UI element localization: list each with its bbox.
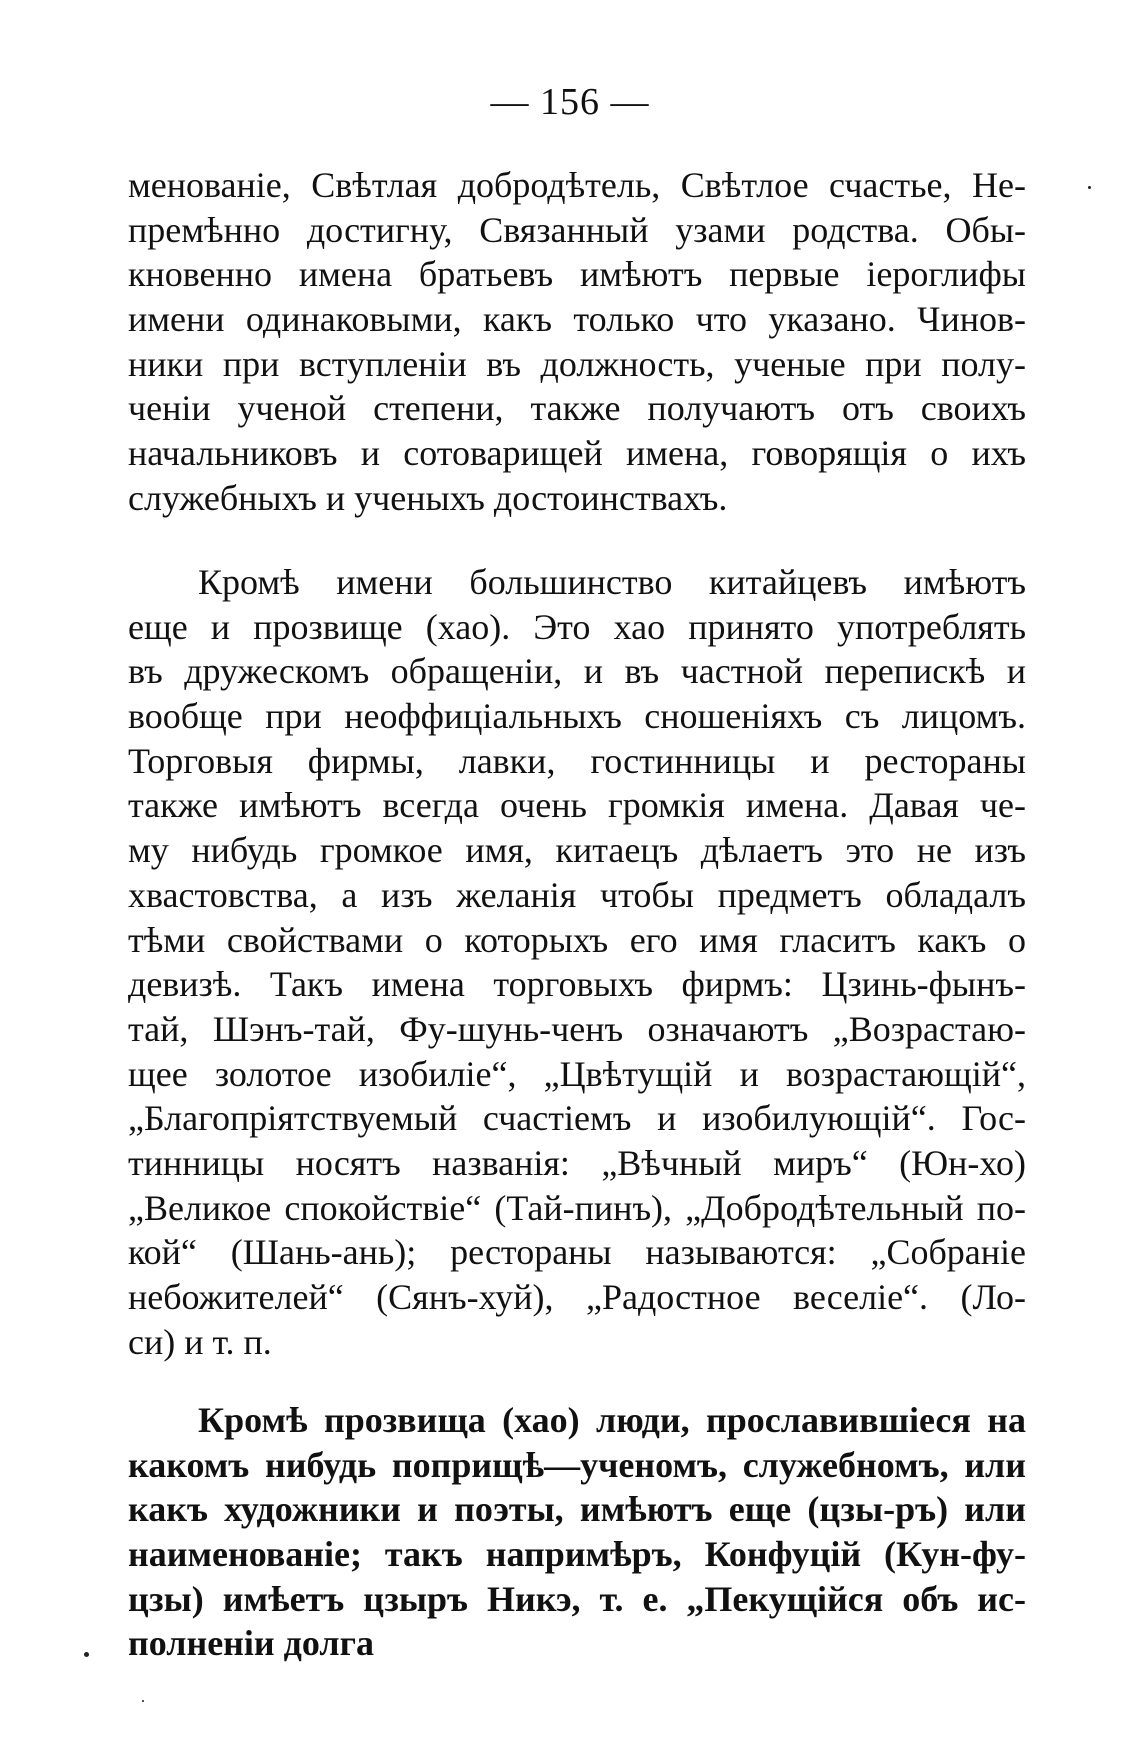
text-line: наименованіе; такъ напримѣръ, Конфуцій (Кун-фу- — [128, 1534, 1026, 1575]
print-speck — [84, 1652, 89, 1657]
text-line: еще и прозвище (хао). Это хао принято употреблять — [128, 606, 1026, 647]
text-line: девизѣ. Такъ имена торговыхъ фирмъ: Цзинь-фынъ- — [128, 964, 1026, 1005]
text-line: кновенно имена братьевъ имѣютъ первые іероглифы — [128, 254, 1026, 295]
text-line: имени одинаковыми, какъ только что указано. Чинов- — [128, 299, 1026, 340]
text-line: Торговыя фирмы, лавки, гостинницы и рестораны — [128, 740, 1026, 781]
text-line: Кромѣ прозвища (хао) люди, прославившіеся на — [198, 1400, 1026, 1440]
text-line: цзы) имѣетъ цзыръ Никэ, т. е. „Пекущійся объ ис- — [128, 1578, 1026, 1619]
text-line: тай, Шэнъ-тай, Фу-шунь-ченъ означаютъ „Возрастаю- — [128, 1008, 1026, 1049]
paragraph-2 — [128, 560, 1026, 1364]
text-line: небожителей“ (Сянъ-хуй), „Радостное веселіе“. (Ло- — [128, 1277, 1026, 1317]
text-line: тѣми свойствами о которыхъ его имя гласитъ какъ о — [128, 919, 1026, 960]
text-line: менованіе, Свѣтлая добродѣтель, Свѣтлое счастье, Не- — [128, 165, 1026, 205]
print-speck — [1088, 186, 1091, 189]
page-number: — 156 — — [490, 81, 650, 123]
text-line: въ дружескомъ обращеніи, и въ частной перепискѣ и — [128, 651, 1026, 692]
text-line: служебныхъ и ученыхъ достоинствахъ. — [128, 477, 728, 518]
text-line: му нибудь громкое имя, китаецъ дѣлаетъ это не изъ — [128, 830, 1026, 871]
text-line: начальниковъ и сотоварищей имена, говорящія о ихъ — [128, 433, 1026, 474]
text-line: ники при вступленіи въ должность, ученые при полу- — [128, 343, 1026, 384]
text-line: хвастовства, а изъ желанія чтобы предметъ обладалъ — [128, 874, 1026, 915]
text-line: Кромѣ имени большинство китайцевъ имѣютъ — [198, 562, 1026, 602]
text-line: „Благопріятствуемый счастіемъ и изобилующій“. Гос- — [128, 1098, 1026, 1139]
text-line: ченіи ученой степени, также получаютъ отъ своихъ — [128, 388, 1026, 429]
text-line: какъ художники и поэты, имѣютъ еще (цзы-ръ) или — [128, 1489, 1026, 1530]
text-line: также имѣютъ всегда очень громкія имена. Давая че- — [128, 785, 1026, 826]
text-line: полненіи долга — [128, 1623, 374, 1664]
text-line: си) и т. п. — [128, 1321, 272, 1362]
text-line: какомъ нибудь поприщѣ—ученомъ, служебномъ, или — [128, 1444, 1026, 1485]
paragraph-3 — [128, 1398, 1026, 1666]
text-line: щее золотое изобиліе“, „Цвѣтущій и возрастающій“, — [128, 1053, 1026, 1094]
text-line: кой“ (Шань-ань); рестораны называются: „Собраніе — [128, 1232, 1026, 1273]
paragraph-1 — [128, 163, 1026, 521]
text-line: тинницы носятъ названія: „Вѣчный миръ“ (Юн-хо) — [128, 1142, 1026, 1183]
text-line: премѣнно достигну, Связанный узами родства. Обы- — [128, 209, 1026, 250]
print-speck — [142, 1700, 144, 1702]
text-line: „Великое спокойствіе“ (Тай-пинъ), „Добродѣтельный по- — [128, 1187, 1026, 1228]
text-line: вообще при неоффиціальныхъ сношеніяхъ съ лицомъ. — [128, 696, 1026, 737]
